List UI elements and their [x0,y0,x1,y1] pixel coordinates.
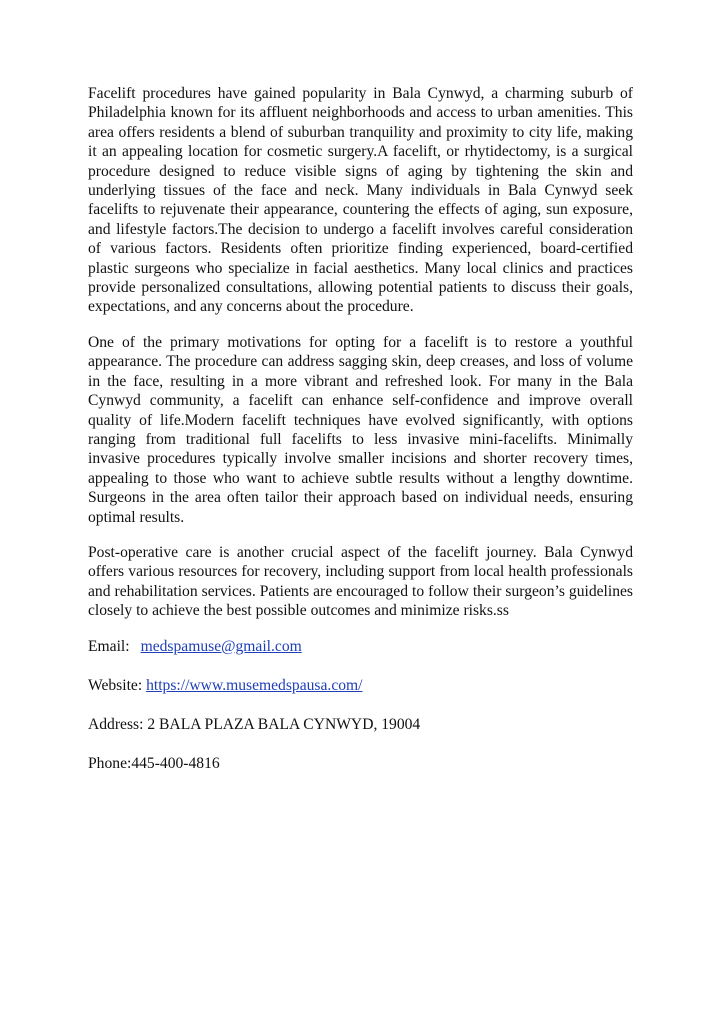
website-label: Website: [88,676,143,694]
body-paragraph-post-operative: Post-operative care is another crucial aspect of the facelift journey. Bala Cynwyd offers various resources for recovery, including support from local health professionals and rehabilitation services. Patients are encouraged to follow their surgeon’s guidelines closely to achieve the best possible outcomes and minimize risks.ss [88,543,633,620]
email-label: Email: [88,637,130,655]
website-line [88,676,633,695]
email-link[interactable]: medspamuse@gmail.com [140,637,302,655]
phone-line: Phone:445-400-4816 [88,754,220,772]
website-link[interactable]: https://www.musemedspausa.com/ [146,676,363,694]
email-line [88,637,633,656]
body-paragraph-intro: Facelift procedures have gained popularity in Bala Cynwyd, a charming suburb of Philadelphia known for its affluent neighborhoods and access to urban amenities. This area offers residents a blend of suburban tranquility and proximity to city life, making it an appealing location for cosmetic surgery.A facelift, or rhytidectomy, is a surgical procedure designed to reduce visible signs of aging by tightening the skin and underlying tissues of the face and neck. Many individuals in Bala Cynwyd seek facelifts to rejuvenate their appearance, countering the effects of aging, sun exposure, and lifestyle factors.The decision to undergo a facelift involves careful consideration of various factors. Residents often prioritize finding experienced, board-certified plastic surgeons who specialize in facial aesthetics. Many local clinics and practices provide personalized consultations, allowing potential patients to discuss their goals, expectations, and any concerns about the procedure. [88,85,633,316]
body-paragraph-motivations: One of the primary motivations for opting for a facelift is to restore a youthful appearance. The procedure can address sagging skin, deep creases, and loss of volume in the face, resulting in a more vibrant and refreshed look. For many in the Bala Cynwyd community, a facelift can enhance self-confidence and improve overall quality of life.Modern facelift techniques have evolved significantly, with options ranging from traditional full facelifts to less invasive mini-facelifts. Minimally invasive procedures typically involve smaller incisions and shorter recovery times, appealing to those who want to achieve subtle results without a lengthy downtime. Surgeons in the area often tailor their approach based on individual needs, ensuring optimal results. [88,333,633,526]
address-line: Address: 2 BALA PLAZA BALA CYNWYD, 19004 [88,715,421,733]
document-page [88,84,633,793]
